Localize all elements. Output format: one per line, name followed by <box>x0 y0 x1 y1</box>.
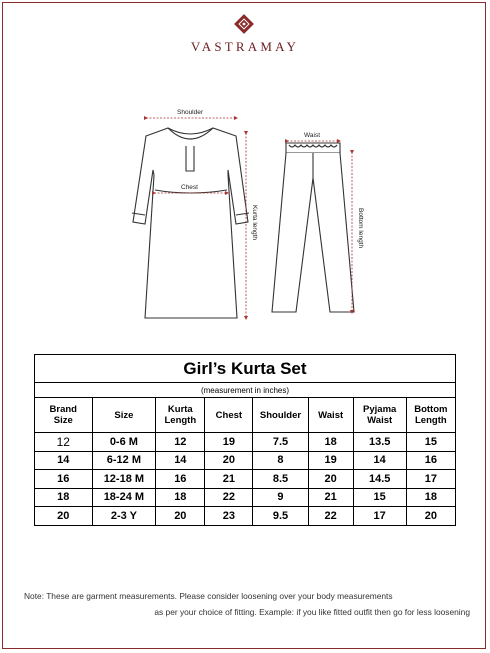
pyjama-drawing <box>272 143 354 312</box>
bottom-length-label: Bottom length <box>357 208 364 249</box>
table-cell: 21 <box>205 470 253 489</box>
table-cell: 23 <box>205 507 253 526</box>
table-cell: 9.5 <box>253 507 308 526</box>
shoulder-label: Shoulder <box>177 109 204 116</box>
table-subtitle: (measurement in inches) <box>35 383 456 398</box>
table-cell: 19 <box>308 451 353 470</box>
size-chart-table <box>34 354 456 526</box>
note-line-2: as per your choice of fitting. Example: if you like fitted outfit then go for less loosening <box>154 607 470 617</box>
table-cell: 13.5 <box>353 433 406 452</box>
table-cell: 17 <box>353 507 406 526</box>
table-cell: 16 <box>35 470 93 489</box>
waist-label: Waist <box>304 132 321 139</box>
header-bottom-length: Bottom Length <box>406 398 455 433</box>
table-cell: 14 <box>156 451 205 470</box>
table-cell: 18 <box>406 488 455 507</box>
header-pyjama-waist: Pyjama Waist <box>353 398 406 433</box>
note-line-1: Note: These are garment measurements. Please consider loosening over your body measurements <box>24 591 393 601</box>
table-cell: 9 <box>253 488 308 507</box>
table-cell: 7.5 <box>253 433 308 452</box>
table-cell: 22 <box>205 488 253 507</box>
table-cell: 20 <box>308 470 353 489</box>
table-cell: 22 <box>308 507 353 526</box>
table-cell: 0-6 M <box>92 433 156 452</box>
table-cell: 8.5 <box>253 470 308 489</box>
fitting-note <box>24 588 470 620</box>
kurta-length-label: Kurta length <box>251 205 258 241</box>
table-row <box>35 433 456 452</box>
brand-name: VASTRAMAY <box>190 39 300 54</box>
table-row <box>35 470 456 489</box>
header-brand-size: Brand Size <box>35 398 93 433</box>
header-shoulder: Shoulder <box>253 398 308 433</box>
table-cell: 20 <box>35 507 93 526</box>
header-chest: Chest <box>205 398 253 433</box>
table-cell: 12 <box>35 433 93 452</box>
table-cell: 12-18 M <box>92 470 156 489</box>
table-cell: 14.5 <box>353 470 406 489</box>
table-cell: 2-3 Y <box>92 507 156 526</box>
header-row <box>35 398 456 433</box>
table-cell: 18 <box>35 488 93 507</box>
table-cell: 21 <box>308 488 353 507</box>
table-cell: 20 <box>156 507 205 526</box>
table-cell: 18-24 M <box>92 488 156 507</box>
table-cell: 15 <box>353 488 406 507</box>
table-cell: 12 <box>156 433 205 452</box>
table-cell: 19 <box>205 433 253 452</box>
table-title: Girl’s Kurta Set <box>35 355 456 383</box>
header-kurta-length: Kurta Length <box>156 398 205 433</box>
table-cell: 15 <box>406 433 455 452</box>
chest-label: Chest <box>181 184 198 191</box>
table-cell: 16 <box>406 451 455 470</box>
table-cell: 14 <box>35 451 93 470</box>
table-row <box>35 451 456 470</box>
table-cell: 14 <box>353 451 406 470</box>
table-cell: 20 <box>406 507 455 526</box>
table-cell: 20 <box>205 451 253 470</box>
header-size: Size <box>92 398 156 433</box>
table-cell: 17 <box>406 470 455 489</box>
table-row <box>35 507 456 526</box>
kurta-drawing <box>132 128 249 318</box>
table-row <box>35 488 456 507</box>
table-cell: 16 <box>156 470 205 489</box>
header-waist: Waist <box>308 398 353 433</box>
table-cell: 8 <box>253 451 308 470</box>
table-cell: 6-12 M <box>92 451 156 470</box>
table-cell: 18 <box>308 433 353 452</box>
table-cell: 18 <box>156 488 205 507</box>
